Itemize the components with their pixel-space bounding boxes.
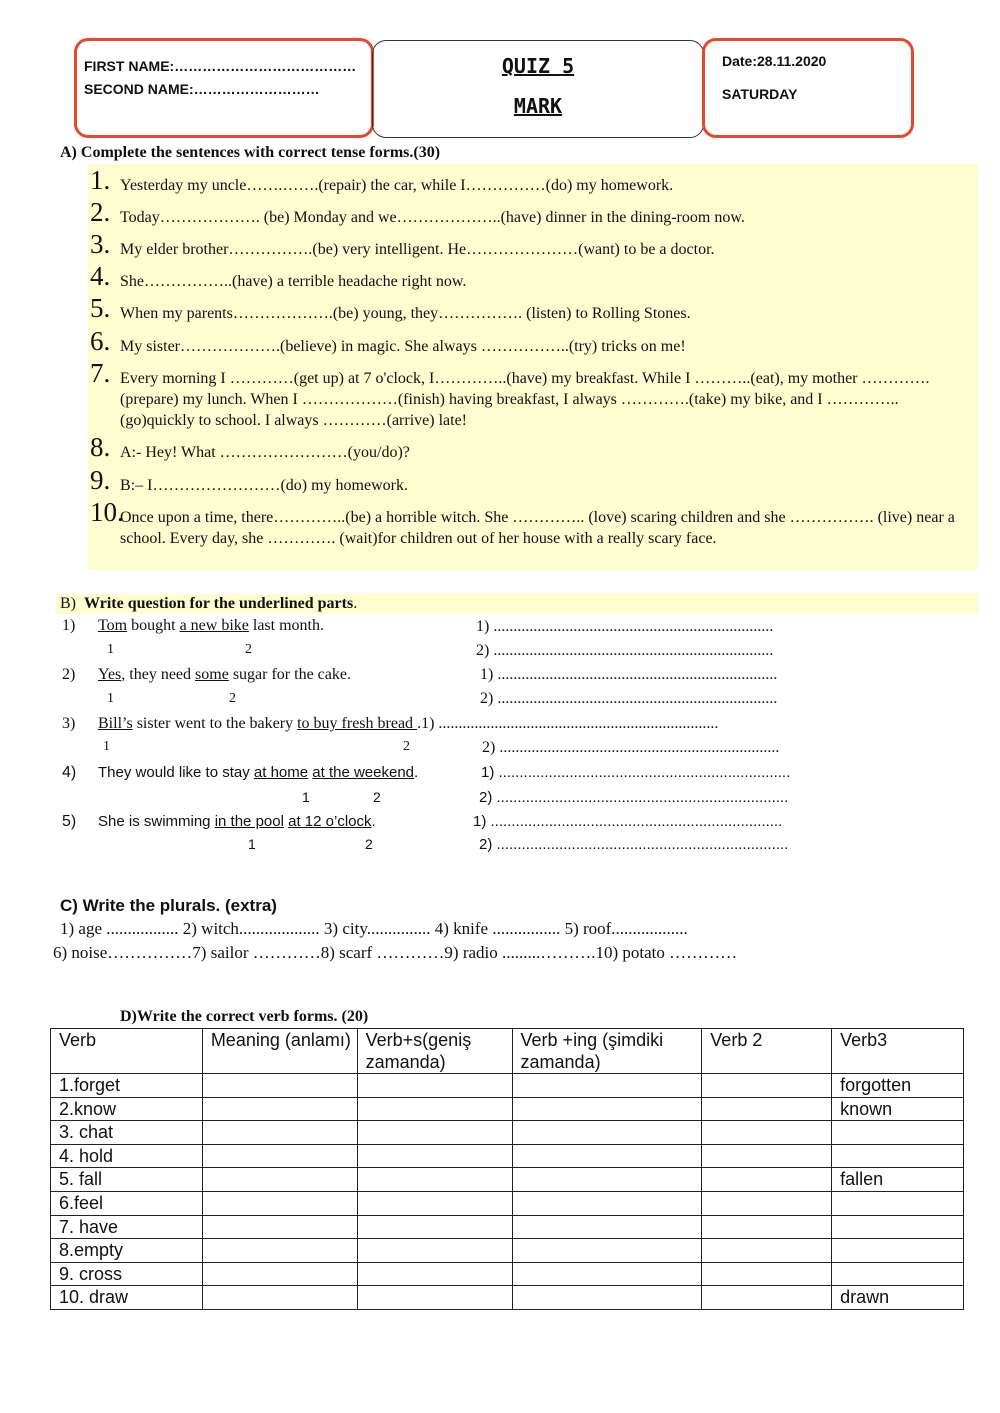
header-verb: Verb: [51, 1029, 203, 1074]
answer-cell[interactable]: [512, 1144, 702, 1168]
table-row: [51, 1144, 964, 1168]
marker-1: 1: [103, 739, 110, 754]
question-sentence: She is swimming in the pool at 12 o’clock.: [98, 813, 376, 830]
answer-cell[interactable]: [512, 1239, 702, 1263]
answer-cell[interactable]: [702, 1215, 832, 1239]
answer-cell[interactable]: [357, 1121, 512, 1145]
marker-1: 1: [107, 642, 114, 657]
answer-cell[interactable]: [202, 1097, 357, 1121]
answer-cell[interactable]: [702, 1239, 832, 1263]
header-verb2: Verb 2: [702, 1029, 832, 1074]
answer-cell[interactable]: [512, 1191, 702, 1215]
question-sentence: Tom bought a new bike last month.: [98, 617, 324, 634]
table-row: [51, 1191, 964, 1215]
table-row: [51, 1097, 964, 1121]
answer-cell[interactable]: [202, 1144, 357, 1168]
plurals-line-2[interactable]: 6) noise……………7) sailor …………8) scarf …………9) radio .........……….10) potato …………: [53, 943, 738, 962]
header-verb-ing: Verb +ing (şimdiki zamanda): [512, 1029, 702, 1074]
section-d-title: D)Write the correct verb forms. (20): [120, 1008, 369, 1025]
answer-cell[interactable]: [512, 1097, 702, 1121]
answer-cell[interactable]: [202, 1262, 357, 1286]
answer-cell[interactable]: known: [832, 1097, 964, 1121]
question-row: 2): [62, 666, 76, 683]
answer-cell[interactable]: [512, 1168, 702, 1192]
section-c-title: C) Write the plurals. (extra): [60, 896, 277, 915]
answer-cell[interactable]: [202, 1121, 357, 1145]
answer-line[interactable]: 2) ......................................................................: [480, 690, 778, 707]
answer-cell[interactable]: [202, 1215, 357, 1239]
answer-cell[interactable]: [202, 1239, 357, 1263]
table-row: [51, 1215, 964, 1239]
answer-cell[interactable]: [832, 1239, 964, 1263]
answer-cell[interactable]: [832, 1262, 964, 1286]
table-row: [51, 1239, 964, 1263]
answer-cell[interactable]: [702, 1144, 832, 1168]
table-row: [51, 1121, 964, 1145]
answer-cell[interactable]: drawn: [832, 1286, 964, 1310]
answer-cell[interactable]: [702, 1262, 832, 1286]
table-header-row: [51, 1029, 964, 1074]
answer-cell[interactable]: [357, 1168, 512, 1192]
answer-cell[interactable]: [702, 1097, 832, 1121]
section-a-item: 7. Every morning I …………(get up) at 7 o'clock, I…………..(have) my breakfast. While I ………..(eat), my mother ………….(prepare) my lunch. When I ………………(finish) having breakfast, I always ………….(take) my bike, and I …………..(go)quickly to school. I always …………(arrive) late!: [90, 358, 930, 429]
answer-line[interactable]: 2) ......................................................................: [479, 836, 789, 853]
answer-cell[interactable]: [832, 1215, 964, 1239]
second-name-field[interactable]: SECOND NAME:………………………: [84, 81, 320, 97]
section-b-title: B) Write question for the underlined parts.: [60, 595, 358, 612]
verb-cell: 10. draw: [51, 1286, 203, 1310]
answer-cell[interactable]: [202, 1168, 357, 1192]
section-a-item: 4. She……………..(have) a terrible headache right now.: [90, 261, 467, 291]
question-row: 3): [62, 715, 76, 732]
date-text: Date:28.11.2020: [722, 53, 827, 69]
answer-line[interactable]: 1) ......................................................................: [476, 618, 774, 635]
marker-2: 2: [365, 836, 373, 852]
quiz-title-box: [372, 40, 704, 138]
question-sentence: They would like to stay at home at the weekend.: [98, 764, 419, 781]
marker-2: 2: [403, 739, 410, 754]
name-box: [74, 38, 374, 138]
section-a-item: 9. B:– I……………………(do) my homework.: [90, 465, 408, 495]
verb-cell: 9. cross: [51, 1262, 203, 1286]
first-name-field[interactable]: FIRST NAME:…………………………………: [84, 58, 357, 74]
header-verb3: Verb3: [832, 1029, 964, 1074]
header-verb-s: Verb+s(geniş zamanda): [357, 1029, 512, 1074]
answer-cell[interactable]: [357, 1215, 512, 1239]
answer-cell[interactable]: [702, 1191, 832, 1215]
marker-2: 2: [229, 691, 236, 706]
table-row: [51, 1168, 964, 1192]
verb-cell: 8.empty: [51, 1239, 203, 1263]
answer-line[interactable]: 1) ......................................................................: [480, 666, 778, 683]
quiz-title: QUIZ 5: [501, 54, 575, 78]
answer-cell[interactable]: forgotten: [832, 1074, 964, 1098]
answer-line[interactable]: 2) ......................................................................: [482, 739, 780, 756]
question-row: 4): [62, 764, 77, 781]
answer-line[interactable]: 2) ......................................................................: [479, 789, 789, 806]
answer-cell[interactable]: [512, 1286, 702, 1310]
verb-cell: 1.forget: [51, 1074, 203, 1098]
day-text: SATURDAY: [722, 86, 798, 102]
answer-cell[interactable]: [357, 1144, 512, 1168]
date-box: [702, 38, 914, 138]
answer-line[interactable]: 2) ......................................................................: [476, 642, 774, 659]
table-row: [51, 1262, 964, 1286]
answer-cell[interactable]: [702, 1168, 832, 1192]
verb-cell: 5. fall: [51, 1168, 203, 1192]
question-sentence: Bill’s sister went to the bakery to buy fresh bread .1) ......................................................................: [98, 715, 719, 732]
section-a-item: 1. Yesterday my uncle…….…….(repair) the car, while I……………(do) my homework.: [90, 165, 674, 195]
section-a-item: 5. When my parents……………….(be) young, they……………. (listen) to Rolling Stones.: [90, 293, 691, 323]
answer-cell[interactable]: [832, 1191, 964, 1215]
answer-cell[interactable]: [512, 1074, 702, 1098]
answer-cell[interactable]: [702, 1121, 832, 1145]
answer-cell[interactable]: [702, 1074, 832, 1098]
answer-cell[interactable]: [202, 1191, 357, 1215]
answer-line[interactable]: 1) ......................................................................: [473, 813, 783, 830]
answer-cell[interactable]: [202, 1286, 357, 1310]
answer-cell[interactable]: [512, 1262, 702, 1286]
plurals-line-1[interactable]: 1) age ................. 2) witch................... 3) city............... 4) knife ................ 5) roof..................: [60, 919, 688, 938]
verb-cell: 7. have: [51, 1215, 203, 1239]
answer-cell[interactable]: [832, 1144, 964, 1168]
answer-line[interactable]: 1) ......................................................................: [481, 764, 791, 781]
answer-cell[interactable]: [512, 1215, 702, 1239]
answer-cell[interactable]: [702, 1286, 832, 1310]
answer-cell[interactable]: [357, 1239, 512, 1263]
section-a-title: A) Complete the sentences with correct tense forms.(30): [60, 144, 441, 161]
answer-cell[interactable]: [512, 1121, 702, 1145]
verb-forms-table: [50, 1028, 964, 1310]
question-sentence: Yes, they need some sugar for the cake.: [98, 666, 351, 683]
marker-1: 1: [302, 789, 310, 805]
table-row: [51, 1074, 964, 1098]
verb-cell: 3. chat: [51, 1121, 203, 1145]
question-row: 1): [62, 617, 76, 634]
mark-label: MARK: [513, 94, 563, 118]
verb-cell: 4. hold: [51, 1144, 203, 1168]
section-a-item: 6. My sister……………….(believe) in magic. She always ……………..(try) tricks on me!: [90, 326, 686, 356]
header-meaning: Meaning (anlamı): [202, 1029, 357, 1074]
answer-cell[interactable]: [357, 1286, 512, 1310]
section-a-item: 3. My elder brother…………….(be) very intelligent. He…………………(want) to be a doctor.: [90, 229, 715, 259]
answer-cell[interactable]: [357, 1074, 512, 1098]
marker-1: 1: [248, 836, 256, 852]
verb-cell: 2.know: [51, 1097, 203, 1121]
section-a-item: 2. Today………………. (be) Monday and we………………..(have) dinner in the dining-room now.: [90, 197, 745, 227]
answer-cell[interactable]: [357, 1262, 512, 1286]
answer-cell[interactable]: [202, 1074, 357, 1098]
verb-cell: 6.feel: [51, 1191, 203, 1215]
section-a-item: 8. A:- Hey! What ……………………(you/do)?: [90, 432, 410, 462]
answer-cell[interactable]: [357, 1097, 512, 1121]
table-row: [51, 1286, 964, 1310]
question-row: 5): [62, 813, 77, 830]
marker-2: 2: [245, 642, 252, 657]
answer-cell[interactable]: [357, 1191, 512, 1215]
answer-cell[interactable]: [832, 1121, 964, 1145]
marker-1: 1: [107, 691, 114, 706]
marker-2: 2: [373, 789, 381, 805]
section-a-item: 10. Once upon a time, there…………..(be) a horrible witch. She ………….. (love) scaring children and she ……………. (live) near a school. Every day, she …………. (wait)for children out of her house with a really scary face.: [90, 497, 955, 547]
answer-cell[interactable]: fallen: [832, 1168, 964, 1192]
